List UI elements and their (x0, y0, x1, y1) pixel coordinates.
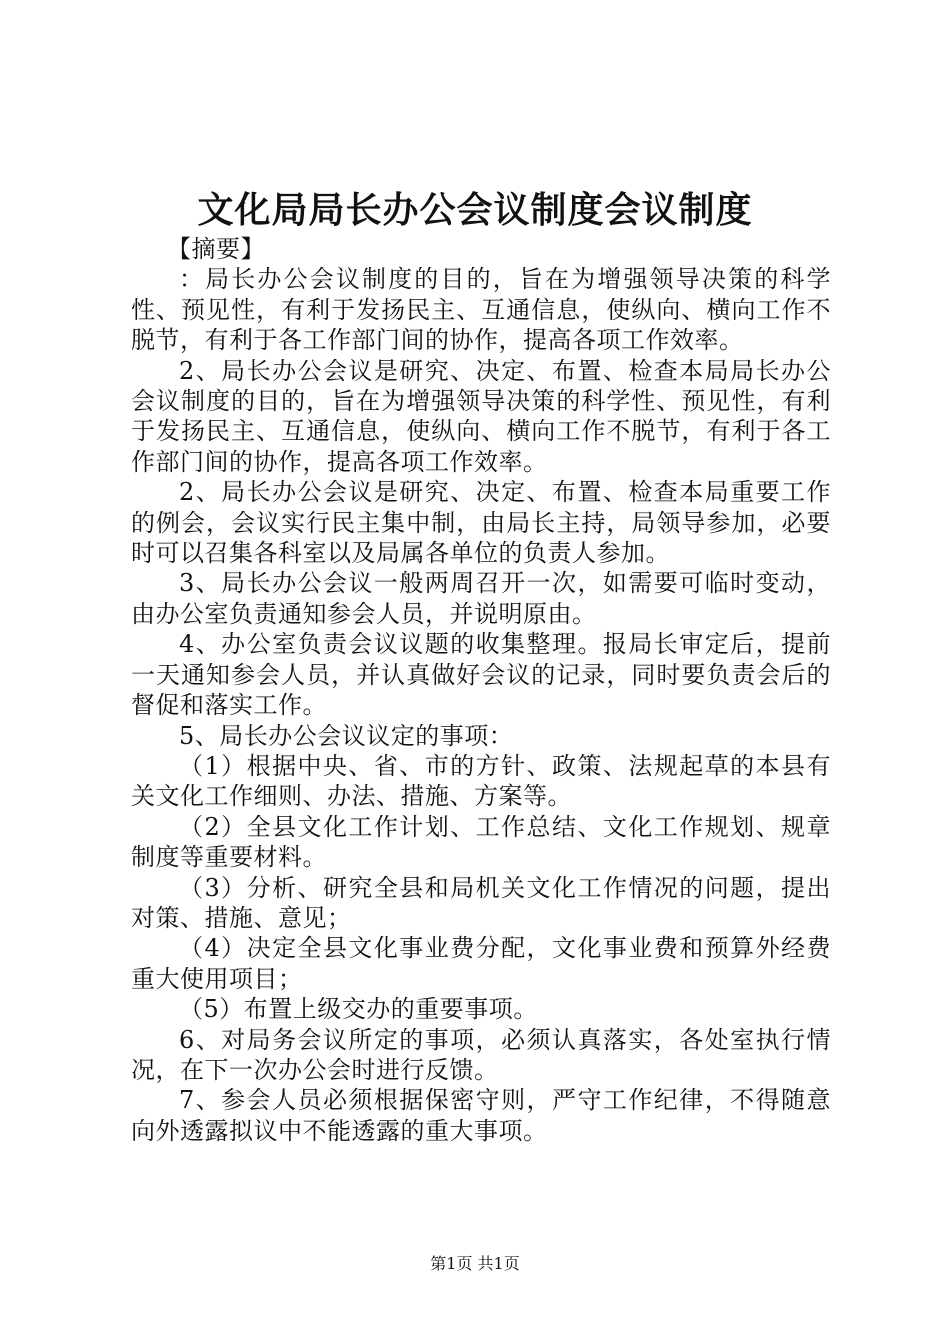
paragraph-abstract: ：局长办公会议制度的目的，旨在为增强领导决策的科学性、预见性，有利于发扬民主、互通信息，使纵向、横向工作不脱节，有利于各工作部门间的协作，提高各项工作效率。 (131, 265, 831, 355)
paragraph-5-item-1: （1）根据中央、省、市的方针、政策、法规起草的本县有关文化工作细则、办法、措施、方案等。 (131, 751, 831, 811)
paragraph-2a: 2、局长办公会议是研究、决定、布置、检查本局局长办公会议制度的目的，旨在为增强领导决策的科学性、预见性，有利于发扬民主、互通信息，使纵向、横向工作不脱节，有利于各工作部门间的协作，提高各项工作效率。 (131, 356, 831, 476)
paragraph-3: 3、局长办公会议一般两周召开一次，如需要可临时变动，由办公室负责通知参会人员，并说明原由。 (131, 569, 831, 628)
document-title: 文化局局长办公会议制度会议制度 (197, 189, 753, 231)
paragraph-7: 7、参会人员必须根据保密守则，严守工作纪律，不得随意向外透露拟议中不能透露的重大事项。 (131, 1086, 831, 1145)
abstract-heading: 【摘要】 (167, 235, 265, 263)
paragraph-4: 4、办公室负责会议议题的收集整理。报局长审定后，提前一天通知参会人员，并认真做好会议的记录，同时要负责会后的督促和落实工作。 (131, 630, 831, 720)
paragraph-5: 5、局长办公会议议定的事项： (179, 721, 514, 750)
page-footer: 第1页 共1页 (430, 1254, 520, 1273)
paragraph-5-item-4: （4）决定全县文化事业费分配，文化事业费和预算外经费重大使用项目； (131, 934, 831, 993)
paragraph-5-item-5: （5）布置上级交办的重要事项。 (179, 995, 538, 1024)
paragraph-2b: 2、局长办公会议是研究、决定、布置、检查本局重要工作的例会，会议实行民主集中制，由局长主持，局领导参加，必要时可以召集各科室以及局属各单位的负责人参加。 (131, 478, 831, 568)
document-body (131, 234, 831, 1146)
paragraph-5-item-3: （3）分析、研究全县和局机关文化工作情况的问题，提出对策、措施、意见； (131, 873, 831, 932)
paragraph-5-item-2: （2）全县文化工作计划、工作总结、文化工作规划、规章制度等重要材料。 (131, 812, 831, 872)
paragraph-6: 6、对局务会议所定的事项，必须认真落实，各处室执行情况，在下一次办公会时进行反馈。 (131, 1025, 831, 1084)
